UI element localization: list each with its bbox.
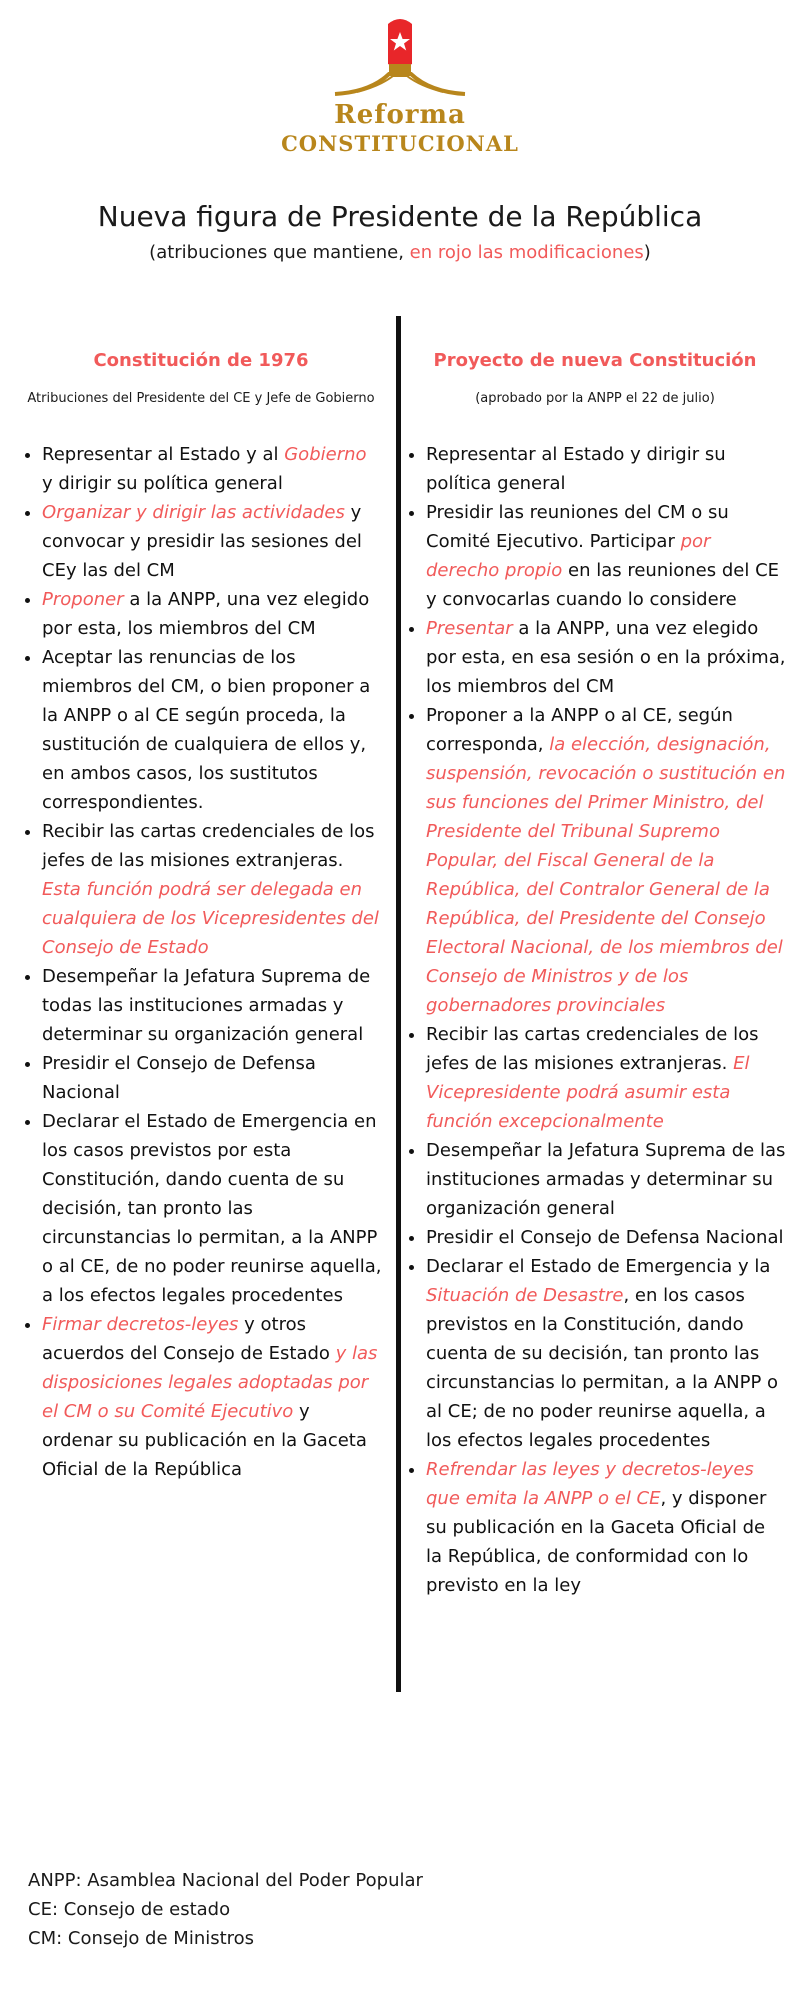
list-item (426, 701, 786, 1020)
item-text: a la ANPP, una vez elegido por esta, los miembros del CM (42, 589, 370, 639)
list-item (426, 1223, 786, 1252)
item-text: Declarar el Estado de Emergencia en los casos previstos por esta Constitución, dando cuenta de su decisión, tan pronto las circunstancias lo permitan, a la ANPP o al CE, de no poder reunirse aquella, a los efectos legales procedentes (42, 1111, 382, 1306)
item-text: Representar al Estado y dirigir su política general (426, 444, 726, 494)
right-column-subheading: (aprobado por la ANPP el 22 de julio) (475, 391, 715, 406)
logo-text-constitucional: CONSTITUCIONAL (281, 131, 519, 157)
item-text: , y disponer su publicación en la Gaceta Oficial de la República, de conformidad con lo previsto en la ley (426, 1488, 767, 1596)
legend-cm: CM: Consejo de Ministros (28, 1928, 255, 1949)
modified-text: Refrendar las leyes y decretos-leyes que emita la ANPP o el CE (426, 1459, 754, 1509)
list-item (42, 585, 382, 643)
right-column-heading: Proyecto de nueva Constitución (433, 350, 757, 371)
item-text: Desempeñar la Jefatura Suprema de todas las instituciones armadas y determinar su organización general (42, 966, 371, 1045)
list-item (426, 1136, 786, 1223)
modified-text: El Vicepresidente podrá asumir esta función excepcionalmente (426, 1053, 750, 1132)
right-column (404, 350, 786, 1600)
item-text: Aceptar las renuncias de los miembros del CM, o bien proponer a la ANPP o al CE según proceda, la sustitución de cualquiera de ellos y, en ambos casos, los sustitutos correspondientes. (42, 647, 371, 813)
modified-text: la elección, designación, suspensión, revocación o sustitución en sus funciones del Primer Ministro, del Presidente del Tribunal Supremo Popular, del Fiscal General de la República, del Contralor General de la República, del Presidente del Consejo Electoral Nacional, de los miembros del Consejo de Ministros y de los gobernadores provinciales (426, 734, 786, 1016)
modified-text: Presentar (426, 618, 513, 639)
list-item (426, 1455, 786, 1600)
item-text: Representar al Estado y al (42, 444, 285, 465)
column-divider (396, 316, 401, 1692)
modified-text: Organizar y dirigir las actividades (42, 502, 345, 523)
item-text: a la ANPP, una vez elegido por esta, en esa sesión o en la próxima, los miembros del CM (426, 618, 786, 697)
modified-text: y las disposiciones legales adoptadas por el CM o su Comité Ejecutivo (42, 1343, 378, 1422)
modified-text: Situación de Desastre (426, 1285, 624, 1306)
legend-ce: CE: Consejo de estado (28, 1899, 231, 1920)
modified-text: Proponer (42, 589, 124, 610)
item-text: Presidir el Consejo de Defensa Nacional (42, 1053, 316, 1103)
left-attributions-list (20, 440, 382, 1484)
item-text: y ordenar su publicación en la Gaceta Oficial de la República (42, 1401, 367, 1480)
item-text: Presidir el Consejo de Defensa Nacional (426, 1227, 784, 1248)
logo-text-reforma: Reforma (334, 100, 466, 130)
item-text: Recibir las cartas credenciales de los jefes de las misiones extranjeras. (42, 821, 375, 871)
item-text: , en los casos previstos en la Constitución, dando cuenta de su decisión, tan pronto las circunstancias lo permitan, a la ANPP o al CE; de no poder reunirse aquella, a los efectos legales procedentes (426, 1285, 779, 1451)
list-item (42, 440, 382, 498)
item-text: y dirigir su política general (42, 473, 283, 494)
item-text: y otros acuerdos del Consejo de Estado (42, 1314, 336, 1364)
modified-text: Esta función podrá ser delegada en cualquiera de los Vicepresidentes del Consejo de Estado (42, 879, 379, 958)
modified-text: Firmar decretos-leyes (42, 1314, 239, 1335)
page-subtitle (0, 242, 800, 263)
abbreviations-legend (28, 1866, 423, 1953)
subtitle-red-note: en rojo las modificaciones (409, 242, 644, 263)
left-column-heading: Constitución de 1976 (93, 350, 309, 371)
item-text: y convocar y presidir las sesiones del CEy las del CM (42, 502, 362, 581)
subtitle-pre: (atribuciones que mantiene, (149, 242, 410, 263)
modified-text: por derecho propio (426, 531, 711, 581)
left-column (20, 350, 382, 1484)
item-text: Proponer a la ANPP o al CE, según corresponda, (426, 705, 733, 755)
list-item (42, 1310, 382, 1484)
left-column-subheading: Atribuciones del Presidente del CE y Jefe de Gobierno (27, 391, 375, 406)
list-item (426, 1020, 786, 1136)
item-text: Presidir las reuniones del CM o su Comité Ejecutivo. Participar (426, 502, 729, 552)
list-item (42, 817, 382, 962)
list-item (426, 440, 786, 498)
item-text: en las reuniones del CE y convocarlas cuando lo considere (426, 560, 780, 610)
subtitle-post: ) (643, 242, 651, 263)
list-item (42, 1107, 382, 1310)
reforma-constitucional-logo (0, 14, 800, 156)
page-title: Nueva figura de Presidente de la República (97, 200, 703, 233)
item-text: Recibir las cartas credenciales de los jefes de las misiones extranjeras. (426, 1024, 759, 1074)
list-item (426, 498, 786, 614)
list-item (42, 498, 382, 585)
list-item (42, 643, 382, 817)
list-item (42, 962, 382, 1049)
list-item (426, 614, 786, 701)
right-attributions-list (404, 440, 786, 1600)
item-text: Desempeñar la Jefatura Suprema de las instituciones armadas y determinar su organización general (426, 1140, 786, 1219)
list-item (42, 1049, 382, 1107)
crown-flag-emblem-icon (325, 14, 475, 96)
item-text: Declarar el Estado de Emergencia y la (426, 1256, 771, 1277)
list-item (426, 1252, 786, 1455)
modified-text: Gobierno (284, 444, 367, 465)
legend-anpp: ANPP: Asamblea Nacional del Poder Popular (28, 1870, 423, 1891)
